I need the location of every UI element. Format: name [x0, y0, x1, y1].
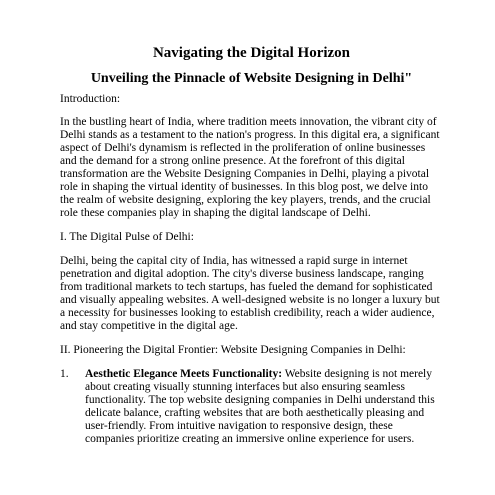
- section2-heading: II. Pioneering the Digital Frontier: Website Designing Companies in Delhi:: [60, 344, 406, 356]
- list-item: [60, 368, 443, 446]
- numbered-list: [60, 368, 443, 446]
- list-item-number: 1.: [60, 368, 69, 380]
- list-item-text: Website designing is not merely about creating visually stunning interfaces but also ensuring seamless functionality. The top website designing companies in Delhi understand this delicate balance, crafting websites that are both aesthetically pleasing and user-friendly. From intuitive navigation to responsive design, these companies prioritize creating an immersive online experience for users.: [85, 368, 435, 445]
- section1-heading: I. The Digital Pulse of Delhi:: [60, 231, 194, 243]
- intro-label: Introduction:: [60, 93, 121, 105]
- section1-paragraph: Delhi, being the capital city of India, has witnessed a rapid surge in internet penetration and digital adoption. The city's diverse business landscape, ranging from traditional markets to tech startups, has fueled the demand for sophisticated and visually appealing websites. A well-designed website is no longer a luxury but a necessity for businesses looking to establish credibility, reach a wider audience, and stay competitive in the digital age.: [60, 255, 440, 332]
- list-item-lead: Aesthetic Elegance Meets Functionality:: [85, 368, 283, 380]
- intro-paragraph: In the bustling heart of India, where tradition meets innovation, the vibrant city of Delhi stands as a testament to the nation's progress. In this digital era, a significant aspect of Delhi's dynamism is reflected in the proliferation of online businesses and the demand for a strong online presence. At the forefront of this digital transformation are the Website Designing Companies in Delhi, playing a pivotal role in shaping the virtual identity of businesses. In this blog post, we delve into the realm of website designing, exploring the key players, trends, and the crucial role these companies play in shaping the digital landscape of Delhi.: [60, 116, 440, 219]
- document-subtitle: Unveiling the Pinnacle of Website Designing in Delhi": [90, 71, 413, 86]
- document-title: Navigating the Digital Horizon: [152, 45, 351, 61]
- list-item-body: [85, 368, 443, 446]
